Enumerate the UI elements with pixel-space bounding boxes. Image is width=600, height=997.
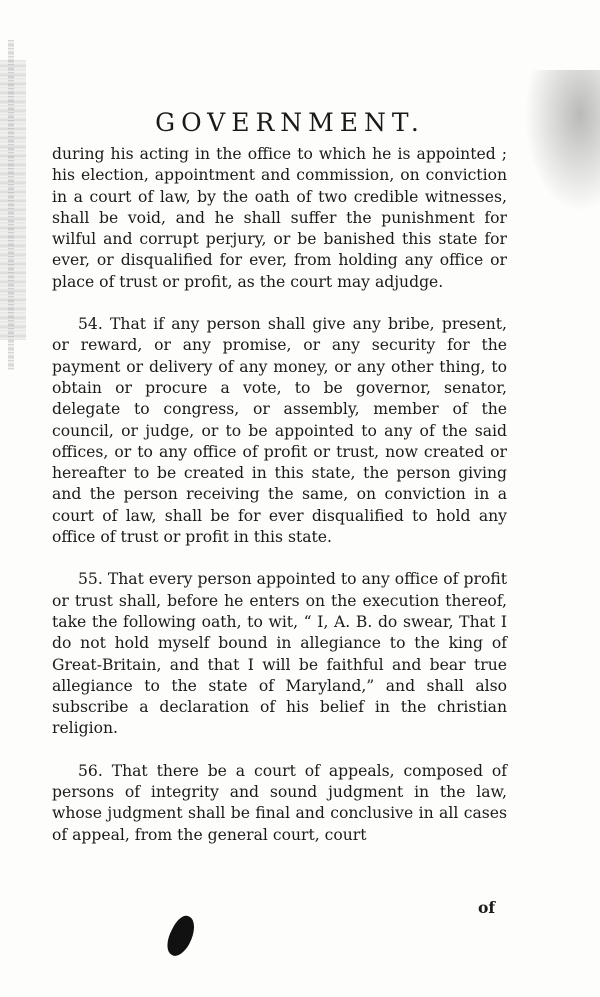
paragraph-continuation: during his acting in the office to which he is appointed ; his election, appointment and commission, on conviction in a court of law, by the oath of two credible witnesses, shall be void, and he shall suffer the punishment for wilful and corrupt perjury, or be banished this state for ever, or disqualified for ever, from holding any office or place of trust or profit, as the court may adjudge. xyxy=(52,145,507,291)
catchword: of xyxy=(478,898,496,917)
paragraph-56: 56. That there be a court of appeals, composed of persons of integrity and sound judgment in the law, whose judgment shall be final and conclusive in all cases of appeal, from the general court, court xyxy=(52,761,507,844)
body-text xyxy=(52,144,507,846)
page-stain xyxy=(520,70,600,220)
paragraph-54: 54. That if any person shall give any bribe, present, or reward, or any promise, or any security for the payment or delivery of any money, or any other thing, to obtain or procure a vote, to be governor, senator, delegate to congress, or assembly, member of the council, or judge, or to be appointed to any of the said offices, or to any office of profit or trust, now created or hereafter to be created in this state, the person giving and the person receiving the same, on conviction in a court of law, shall be for ever disqualified to hold any office of trust or profit in this state. xyxy=(52,315,507,547)
running-head: GOVERNMENT. xyxy=(155,108,425,137)
ink-blot xyxy=(161,912,200,959)
binding-edge xyxy=(8,40,14,370)
paragraph-55: 55. That every person appointed to any office of profit or trust shall, before he enters on the execution thereof, take the following oath, to wit, “ I, A. B. do swear, That I do not hold myself bound in allegiance to the king of Great-Britain, and that I will be faithful and bear true allegiance to the state of Maryland,” and shall also subscribe a declaration of his belief in the christian religion. xyxy=(52,570,507,738)
